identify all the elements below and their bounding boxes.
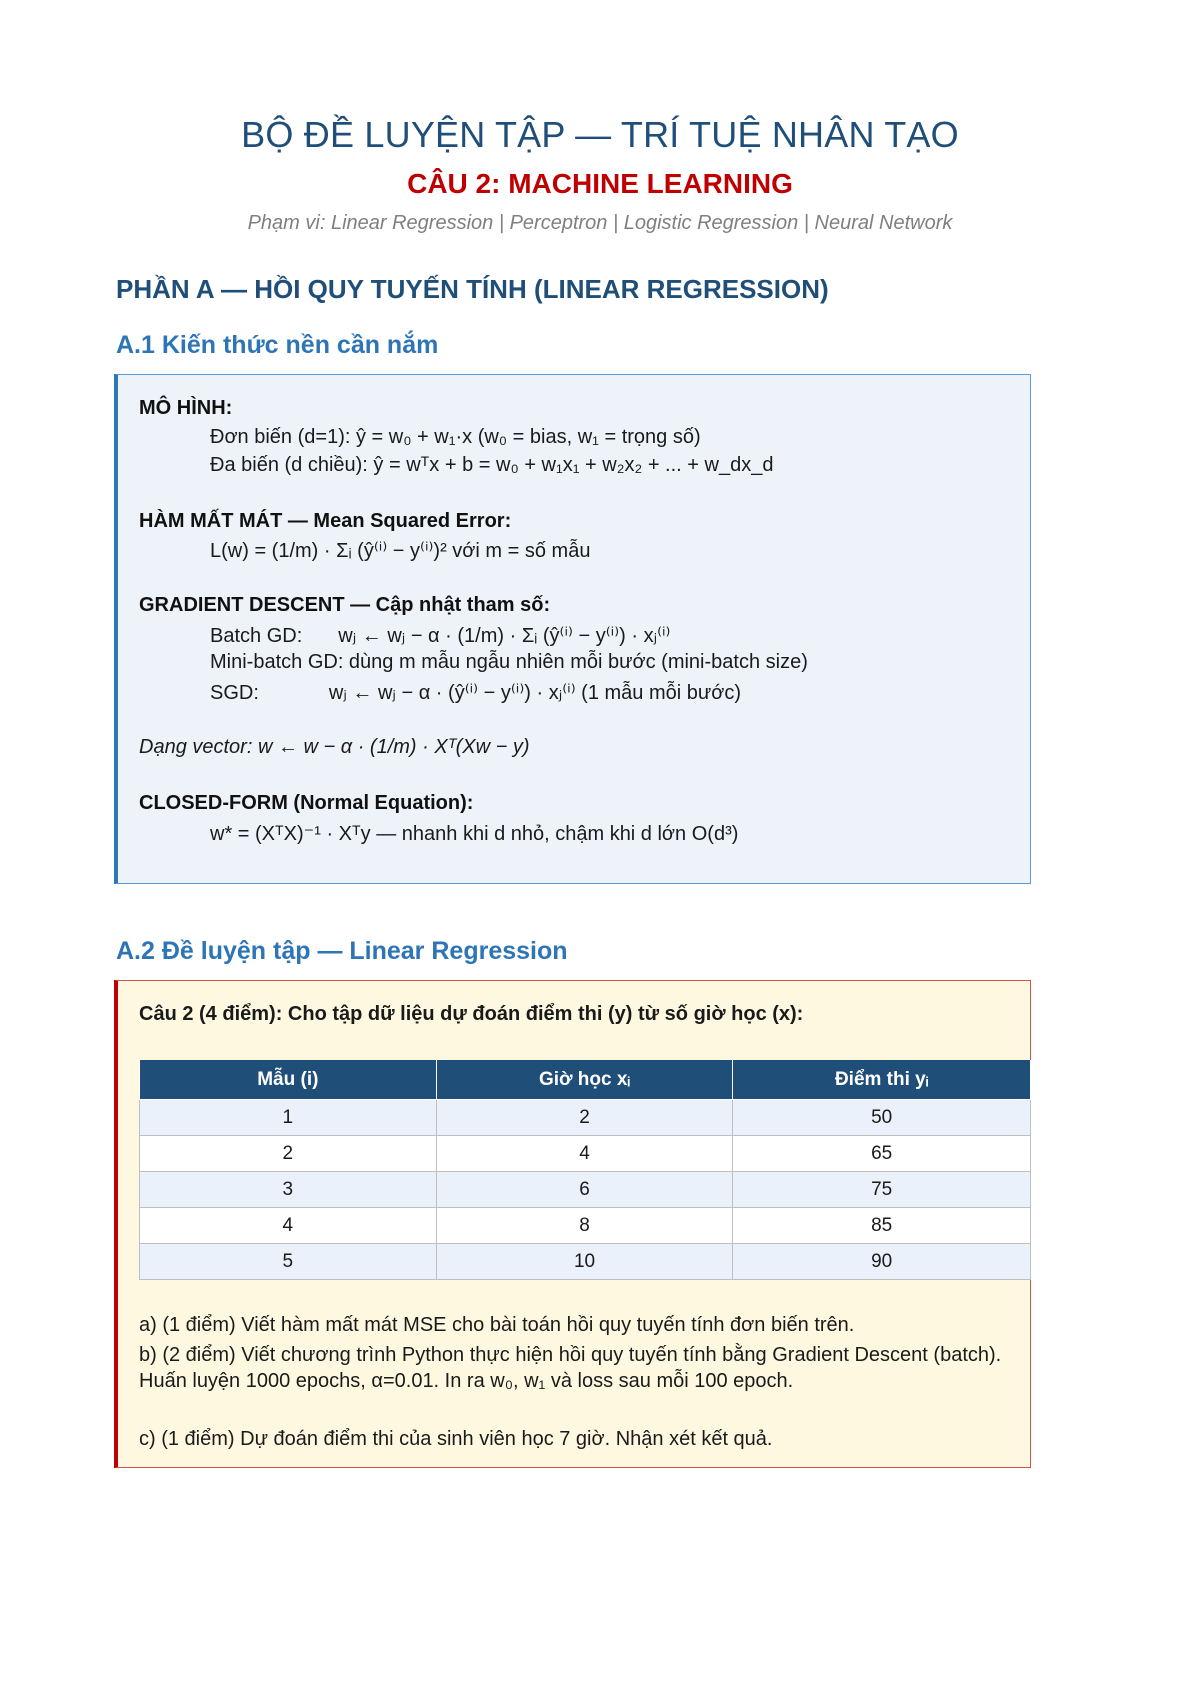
- model-multi: Đa biến (d chiều): ŷ = wᵀx + b = w₀ + w₁x₁ + w₂x₂ + ... + w_dx_d: [210, 454, 774, 476]
- loss-title: HÀM MẤT MÁT — Mean Squared Error:: [139, 510, 512, 532]
- column-header: Điểm thi yᵢ: [733, 1060, 1031, 1100]
- table-cell: 4: [436, 1136, 733, 1172]
- section-a1-heading: A.1 Kiến thức nền cần nắm: [116, 331, 439, 359]
- table-cell: 65: [733, 1136, 1031, 1172]
- sub-question-b: b) (2 điểm) Viết chương trình Python thực hiện hồi quy tuyến tính bằng Gradient Descent (batch). Huấn luyện 1000 epochs, α=0.01. In ra w₀, w₁ và loss sau mỗi 100 epoch.: [139, 1344, 1002, 1392]
- gd-batch-label: Batch GD:: [210, 625, 303, 647]
- table-cell: 2: [140, 1136, 437, 1172]
- gd-batch: [210, 623, 670, 648]
- table-cell: 50: [733, 1100, 1031, 1136]
- model-title: MÔ HÌNH:: [139, 397, 233, 419]
- table-row: [140, 1100, 1031, 1136]
- theory-box: [114, 374, 1031, 884]
- table-row: [140, 1208, 1031, 1244]
- table-header-row: [140, 1060, 1031, 1100]
- column-header: Mẫu (i): [140, 1060, 437, 1100]
- loss-formula: L(w) = (1/m) · Σᵢ (ŷ⁽ⁱ⁾ − y⁽ⁱ⁾)² với m = số mẫu: [210, 540, 591, 562]
- data-table: [139, 1060, 1031, 1280]
- model-single: Đơn biến (d=1): ŷ = w₀ + w₁·x (w₀ = bias, w₁ = trọng số): [210, 426, 701, 448]
- sub-question-c: c) (1 điểm) Dự đoán điểm thi của sinh viên học 7 giờ. Nhận xét kết quả.: [139, 1428, 773, 1450]
- gd-sgd-label: SGD:: [210, 682, 259, 704]
- gd-sgd: [210, 680, 741, 705]
- table-row: [140, 1244, 1031, 1280]
- table-cell: 75: [733, 1172, 1031, 1208]
- gd-title: GRADIENT DESCENT — Cập nhật tham số:: [139, 594, 551, 616]
- table-row: [140, 1136, 1031, 1172]
- table-cell: 4: [140, 1208, 437, 1244]
- section-a2-heading: A.2 Đề luyện tập — Linear Regression: [116, 937, 568, 965]
- exam-question: Câu 2 (4 điểm): Cho tập dữ liệu dự đoán điểm thi (y) từ số giờ học (x):: [139, 1003, 804, 1025]
- exam-box: [114, 980, 1031, 1468]
- table-cell: 85: [733, 1208, 1031, 1244]
- table-cell: 3: [140, 1172, 437, 1208]
- table-cell: 10: [436, 1244, 733, 1280]
- page-subtitle: CÂU 2: MACHINE LEARNING: [407, 168, 793, 199]
- gd-sgd-formula: wⱼ ← wⱼ − α · (ŷ⁽ⁱ⁾ − y⁽ⁱ⁾) · xⱼ⁽ⁱ⁾ (1 mẫu mỗi bước): [328, 682, 742, 704]
- table-cell: 2: [436, 1100, 733, 1136]
- vector-form: Dạng vector: w ← w − α · (1/m) · Xᵀ(Xw − y): [139, 736, 530, 758]
- closed-form-title: CLOSED-FORM (Normal Equation):: [139, 792, 474, 814]
- gd-minibatch: Mini-batch GD: dùng m mẫu ngẫu nhiên mỗi bước (mini-batch size): [210, 651, 808, 673]
- scope-line: Phạm vi: Linear Regression | Perceptron | Logistic Regression | Neural Network: [247, 212, 953, 234]
- table-cell: 8: [436, 1208, 733, 1244]
- table-cell: 6: [436, 1172, 733, 1208]
- table-cell: 90: [733, 1244, 1031, 1280]
- table-row: [140, 1172, 1031, 1208]
- page-title: BỘ ĐỀ LUYỆN TẬP — TRÍ TUỆ NHÂN TẠO: [241, 114, 959, 155]
- table-cell: 1: [140, 1100, 437, 1136]
- column-header: Giờ học xᵢ: [436, 1060, 733, 1100]
- sub-question-a: a) (1 điểm) Viết hàm mất mát MSE cho bài toán hồi quy tuyến tính đơn biến trên.: [139, 1314, 855, 1336]
- table-cell: 5: [140, 1244, 437, 1280]
- closed-form-formula: w* = (XᵀX)⁻¹ · Xᵀy — nhanh khi d nhỏ, chậm khi d lớn O(d³): [210, 823, 739, 845]
- part-a-heading: PHẦN A — HỒI QUY TUYẾN TÍNH (LINEAR REGRESSION): [116, 274, 829, 304]
- gd-batch-formula: wⱼ ← wⱼ − α · (1/m) · Σᵢ (ŷ⁽ⁱ⁾ − y⁽ⁱ⁾) · xⱼ⁽ⁱ⁾: [338, 625, 671, 647]
